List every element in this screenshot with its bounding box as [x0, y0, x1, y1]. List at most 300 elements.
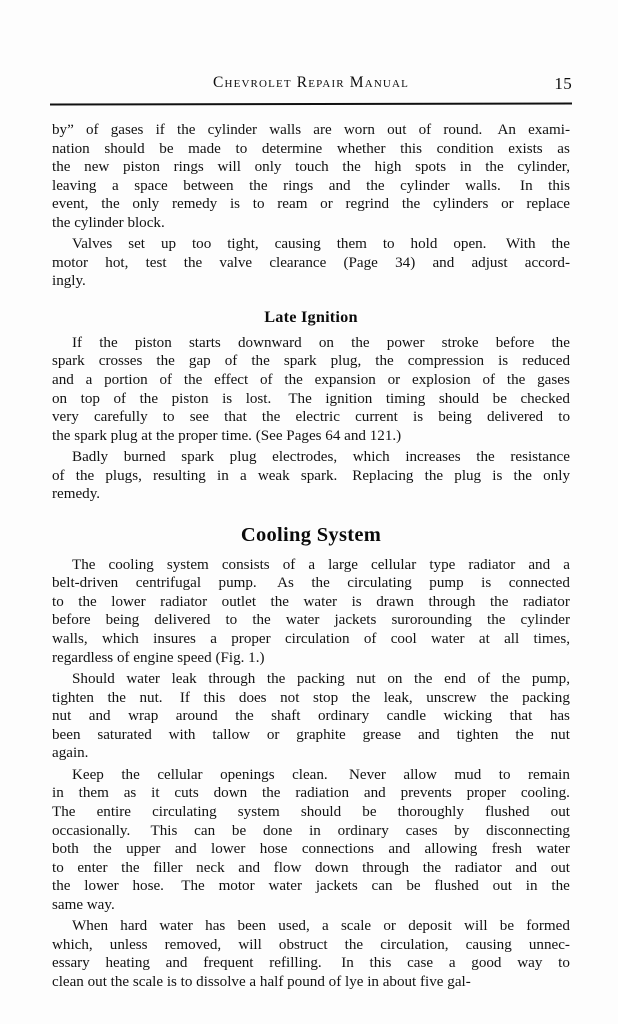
text-word: The — [72, 556, 96, 573]
text-word: a — [111, 177, 119, 194]
text-word: of — [159, 372, 173, 389]
text-word: of — [113, 390, 127, 407]
text-word: of — [363, 631, 377, 648]
text-word: is — [222, 390, 233, 407]
text-line — [52, 766, 570, 785]
text-word: cuts — [174, 785, 199, 802]
text-line — [52, 254, 570, 273]
text-word: this — [369, 955, 392, 972]
text-word: the — [551, 236, 570, 253]
text-word: power — [386, 334, 425, 351]
text-line — [52, 611, 570, 630]
text-word: water — [126, 671, 160, 688]
text-word: If — [72, 334, 83, 351]
text-word: the — [401, 196, 421, 213]
text-word: the — [414, 671, 433, 688]
text-word: walls, — [52, 631, 88, 648]
text-word: water — [303, 593, 338, 610]
text-word: Replacing — [348, 467, 414, 484]
text-word: adjust — [471, 254, 508, 271]
text-line — [52, 467, 570, 486]
paragraph-gap — [52, 991, 570, 994]
text-word: if — [155, 122, 165, 138]
text-word: rings — [283, 177, 314, 194]
text-word: a — [239, 467, 247, 484]
text-word: the — [490, 689, 509, 706]
text-word: insures — [153, 631, 196, 648]
text-word: used, — [278, 918, 310, 935]
text-word: at — [478, 631, 490, 648]
text-word: a — [563, 556, 570, 573]
header-rule — [50, 102, 572, 105]
text-word: a — [308, 556, 316, 573]
text-word: worn — [343, 122, 375, 138]
text-word: nation — [52, 140, 90, 157]
text-word: removed, — [164, 936, 222, 953]
text-word: cooling — [108, 556, 154, 573]
text-word: the — [183, 372, 203, 389]
text-word: heating — [105, 955, 150, 972]
text-line — [52, 352, 570, 371]
text-word: or — [383, 918, 396, 935]
text-word: as — [557, 140, 570, 157]
text-word: clearance — [269, 254, 327, 271]
text-word: of — [477, 671, 491, 688]
text-word: refilling. — [269, 955, 322, 972]
text-word: remedy — [171, 196, 218, 213]
text-word: the — [485, 159, 504, 176]
text-word: tight, — [227, 236, 259, 253]
text-word: with — [168, 726, 196, 743]
text-word: has — [205, 918, 226, 935]
text-word: gases — [537, 372, 570, 389]
text-word: the — [375, 353, 394, 370]
text-word: The — [284, 390, 312, 407]
text-word: way — [517, 955, 543, 972]
text-word: which — [352, 449, 390, 466]
heading-late-ignition: Late Ignition — [264, 306, 358, 326]
text-word: nut — [52, 708, 72, 725]
text-line — [52, 556, 570, 575]
text-word: plug — [454, 467, 482, 484]
text-word: or — [387, 372, 401, 389]
text-word: lower — [211, 841, 246, 858]
text-word: Keep — [72, 766, 104, 783]
text-word: top — [80, 390, 100, 407]
text-word: the — [270, 593, 289, 610]
text-word: the — [78, 593, 97, 610]
text-word: filler — [153, 859, 183, 876]
text-word: proper — [466, 785, 506, 802]
text-column — [52, 121, 570, 994]
text-word: the — [121, 859, 140, 876]
text-word: before — [495, 334, 535, 351]
text-word: nut — [550, 726, 570, 743]
text-word: the — [284, 372, 303, 389]
text-word: clean. — [292, 766, 328, 783]
text-word: to — [225, 612, 238, 629]
text-word: and — [328, 177, 351, 194]
text-line — [52, 840, 570, 859]
text-word: ignition — [325, 390, 373, 407]
text-word: cylinder — [207, 122, 258, 138]
text-word: the — [183, 254, 203, 271]
text-word: radiator — [160, 593, 208, 610]
text-word: can — [194, 822, 216, 839]
text-word: before — [52, 612, 91, 629]
text-word: has — [549, 708, 570, 725]
text-word: this — [548, 177, 570, 194]
text-word: leak — [171, 671, 197, 688]
text-word: and — [388, 841, 411, 858]
text-word: of — [282, 556, 296, 573]
text-line — [52, 140, 570, 159]
text-word: should — [104, 140, 145, 157]
text-word: event, — [52, 196, 89, 213]
paragraph — [52, 556, 570, 667]
text-word: radiator — [454, 859, 502, 876]
text-word: expansion — [314, 372, 376, 389]
text-word: tallow — [212, 726, 251, 743]
text-word: being — [438, 409, 472, 426]
text-word: burned — [123, 449, 166, 466]
text-word: walls — [269, 122, 302, 138]
text-word: only — [254, 159, 282, 176]
text-word: the — [252, 612, 271, 629]
text-word: be — [406, 878, 421, 895]
text-word: the — [487, 612, 506, 629]
text-word: that — [224, 409, 247, 426]
text-word: electric — [295, 409, 340, 426]
text-word: round. — [443, 122, 483, 138]
text-word: is — [229, 196, 241, 213]
text-word: ordinary — [337, 822, 389, 839]
text-word: shaft — [271, 708, 301, 725]
text-line — [52, 707, 570, 726]
text-word: cool — [390, 631, 417, 648]
text-word: jackets — [334, 612, 377, 629]
text-word: to — [52, 859, 64, 876]
text-word: lower — [84, 878, 119, 895]
text-line: regardless of engine speed (Fig. 1.) — [52, 649, 265, 666]
text-word: to — [382, 236, 395, 253]
text-word: As — [274, 575, 294, 592]
text-word: between — [183, 177, 234, 194]
text-word: in — [525, 878, 538, 895]
text-word: the — [311, 575, 330, 592]
text-line — [52, 803, 570, 822]
text-word: circulation, — [380, 936, 449, 953]
text-line: again. — [52, 745, 89, 762]
text-word: cellular — [371, 556, 417, 573]
section-cooling-system — [52, 556, 570, 995]
text-word: compression — [407, 353, 485, 370]
text-word: should — [300, 803, 342, 820]
text-line — [52, 235, 570, 254]
text-word: cylinder, — [517, 159, 570, 176]
text-word: the — [52, 878, 71, 895]
text-word: is — [498, 353, 509, 370]
text-word: neck — [196, 859, 225, 876]
text-word: down — [314, 859, 349, 876]
text-word: the — [351, 334, 370, 351]
text-word: electrodes, — [272, 449, 338, 466]
text-line — [52, 195, 570, 214]
text-word: high — [374, 159, 402, 176]
text-word: outlet — [221, 593, 257, 610]
text-word: it — [151, 785, 160, 802]
text-word: resulting — [153, 467, 206, 484]
text-word: resistance — [510, 449, 570, 466]
text-word: the — [177, 122, 196, 138]
text-word: lost. — [245, 390, 272, 407]
text-word: rings — [173, 159, 204, 176]
text-word: both — [52, 841, 79, 858]
text-word: be — [231, 822, 247, 839]
text-word: piston — [122, 159, 160, 176]
text-word: motor — [52, 254, 89, 271]
text-word: been — [237, 918, 267, 935]
text-word: not — [280, 689, 300, 706]
text-word: fresh — [491, 841, 522, 858]
text-word: leak, — [383, 689, 413, 706]
text-word: that — [509, 708, 533, 725]
text-line: same way. — [52, 896, 115, 913]
text-word: pump. — [218, 575, 257, 592]
text-word: are — [313, 122, 332, 138]
text-line: remedy. — [52, 486, 101, 503]
text-line — [52, 371, 570, 390]
text-word: grease — [362, 726, 402, 743]
text-word: enter — [77, 859, 108, 876]
text-word: packing — [297, 671, 345, 688]
text-word: thoroughly — [397, 803, 464, 820]
text-word: a — [448, 955, 456, 972]
text-word: delivered — [486, 409, 544, 426]
text-word: water — [159, 918, 193, 935]
text-word: and — [238, 859, 261, 876]
text-word: downward — [237, 334, 302, 351]
text-word: cooling. — [520, 785, 570, 802]
text-word: circulating — [152, 803, 217, 820]
text-word: the — [261, 409, 281, 426]
text-word: to — [498, 766, 511, 783]
text-word: on — [318, 334, 334, 351]
text-word: to — [252, 196, 265, 213]
text-word: upper — [126, 841, 161, 858]
text-word: flow — [273, 859, 302, 876]
text-word: increases — [405, 449, 461, 466]
heading-cooling-system: Cooling System — [240, 523, 382, 546]
text-line — [52, 177, 570, 196]
text-word: a — [210, 631, 217, 648]
text-word: causing — [274, 236, 321, 253]
text-word: formed — [526, 918, 570, 935]
text-word: If — [176, 689, 190, 706]
text-line — [52, 689, 570, 708]
text-word: hose. — [132, 878, 164, 895]
text-word: scale — [340, 918, 372, 935]
text-line — [52, 726, 570, 745]
text-word: remain — [528, 766, 570, 783]
text-word: the — [366, 177, 385, 194]
text-word: water — [285, 612, 320, 629]
text-word: which — [101, 631, 139, 648]
text-word: connections — [301, 841, 374, 858]
section-intro — [52, 121, 570, 294]
text-word: cylinder — [400, 177, 450, 194]
text-word: Badly — [72, 449, 109, 466]
text-word: them — [336, 236, 367, 253]
text-word: This — [147, 822, 178, 839]
text-word: radiation — [295, 785, 350, 802]
text-word: piston — [171, 390, 209, 407]
text-word: checked — [520, 390, 570, 407]
text-word: the — [344, 936, 364, 953]
text-word: the — [75, 467, 95, 484]
text-word: of — [482, 372, 496, 389]
text-word: the — [489, 593, 509, 610]
text-word: all — [504, 631, 520, 648]
text-word: been — [52, 726, 81, 743]
text-word: should — [438, 390, 480, 407]
paragraph — [52, 448, 570, 504]
text-word: portion — [104, 372, 148, 389]
text-word: is — [481, 575, 492, 592]
text-word: in — [52, 785, 64, 802]
text-word: walls. — [465, 177, 501, 194]
text-word: out — [550, 859, 570, 876]
text-word: of — [224, 353, 238, 370]
text-word: by” — [52, 122, 74, 138]
text-word: of — [260, 372, 273, 389]
text-word: them — [78, 785, 109, 802]
text-word: gases — [110, 122, 144, 138]
text-word: spark — [52, 353, 85, 370]
text-word: timing — [385, 390, 426, 407]
text-word: unscrew — [426, 689, 477, 706]
text-word: will — [238, 936, 262, 953]
text-word: this — [400, 140, 422, 157]
text-line — [52, 917, 570, 936]
running-head-title: Chevrolet Repair Manual — [213, 74, 409, 91]
text-word: the — [551, 878, 570, 895]
text-word: end — [444, 671, 466, 688]
text-word: gap — [188, 353, 211, 370]
text-word: piston — [134, 334, 172, 351]
text-word: allow — [403, 766, 437, 783]
text-word: very — [52, 409, 79, 426]
text-word: type — [429, 556, 456, 573]
text-line — [52, 121, 570, 140]
paragraph — [52, 670, 570, 763]
text-word: to — [558, 409, 570, 426]
text-word: disconnecting — [486, 822, 570, 839]
text-word: tighten — [52, 689, 94, 706]
text-word: will — [464, 918, 488, 935]
text-word: and — [515, 859, 538, 876]
text-word: frequent — [203, 955, 254, 972]
text-word: the — [139, 390, 159, 407]
text-word: and — [432, 254, 455, 271]
text-word: ream — [277, 196, 308, 213]
text-word: and — [88, 708, 111, 725]
text-word: times, — [533, 631, 570, 648]
text-word: to — [235, 140, 248, 157]
text-line — [52, 593, 570, 612]
text-word: hold — [410, 236, 438, 253]
text-word: the — [506, 372, 526, 389]
text-word: spots — [415, 159, 447, 176]
text-word: water — [431, 631, 465, 648]
text-word: The — [52, 803, 76, 820]
text-word: graphite — [296, 726, 346, 743]
text-word: is — [413, 409, 424, 426]
text-word: cylinder — [520, 612, 570, 629]
text-word: An — [494, 122, 516, 138]
text-word: plug, — [330, 353, 362, 370]
text-line — [52, 859, 570, 878]
text-word: crosses — [98, 353, 143, 370]
text-word: a — [321, 918, 329, 935]
text-word: openings — [220, 766, 275, 783]
paragraph — [52, 235, 570, 291]
text-word: and — [417, 726, 440, 743]
text-word: through — [208, 671, 256, 688]
text-word: space — [134, 177, 168, 194]
text-word: being — [105, 612, 140, 629]
text-word: out — [550, 803, 570, 820]
text-word: The — [177, 878, 205, 895]
text-word: and — [528, 556, 551, 573]
text-word: large — [328, 556, 358, 573]
text-word: prevents — [400, 785, 452, 802]
text-word: and — [52, 372, 74, 389]
text-word: plug — [229, 449, 257, 466]
text-word: accord- — [524, 254, 570, 271]
text-word: new — [84, 159, 110, 176]
spacer — [52, 549, 570, 556]
text-word: nut — [356, 671, 376, 688]
text-word: starts — [188, 334, 221, 351]
text-line — [52, 574, 570, 593]
text-word: allowing — [424, 841, 478, 858]
text-line: clean out the scale is to dissolve a half pound of lye in about five gal- — [52, 973, 471, 990]
text-word: With — [502, 236, 536, 253]
text-word: replace — [526, 196, 570, 213]
text-word: spark — [181, 449, 214, 466]
text-word: carefully — [93, 409, 148, 426]
text-word: the — [424, 467, 444, 484]
text-word: set — [128, 236, 145, 253]
text-word: touch — [295, 159, 329, 176]
text-word: cases — [405, 822, 438, 839]
text-word: up — [160, 236, 177, 253]
text-word: out — [387, 122, 407, 138]
text-word: system — [237, 803, 280, 820]
text-line — [52, 784, 570, 803]
paragraph — [52, 121, 570, 232]
text-word: cylinders — [433, 196, 489, 213]
text-word: only — [543, 467, 570, 484]
text-word: whether — [336, 140, 386, 157]
text-word: as — [123, 785, 137, 802]
text-word: of — [52, 467, 65, 484]
text-word: flushed — [434, 878, 479, 895]
text-word: spark. — [300, 467, 338, 484]
text-word: around — [175, 708, 218, 725]
text-word: the — [501, 671, 521, 688]
